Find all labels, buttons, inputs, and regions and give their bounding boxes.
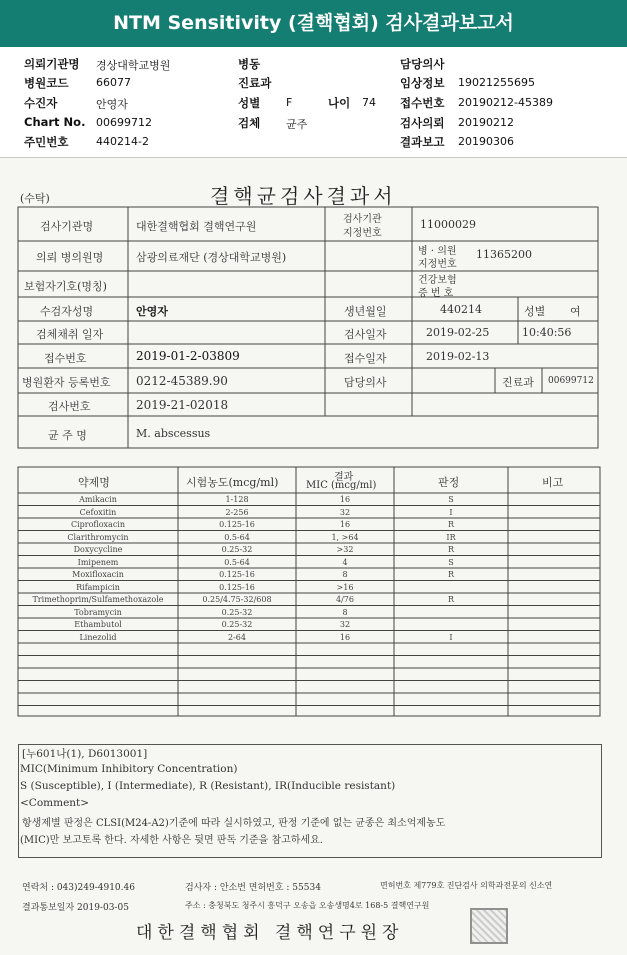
clinical-label: 임상정보	[400, 76, 445, 90]
test-range: 0.25-32	[221, 545, 253, 554]
interpretation: R	[447, 520, 455, 529]
request-value: 20190212	[458, 116, 514, 129]
gender-label: 성별	[524, 305, 546, 318]
col-result: 결과	[334, 472, 354, 483]
interpretation: R	[447, 570, 455, 579]
mic-value: 8	[342, 570, 348, 579]
report-label: 결과보고	[400, 135, 445, 149]
col-remarks: 비고	[542, 476, 564, 489]
strain-label: 균 주 명	[48, 429, 87, 442]
test-range: 0.125-16	[219, 582, 255, 592]
interpretation: I	[449, 507, 453, 517]
consignment-tag: (수탁)	[20, 192, 50, 205]
sex-label: 성별	[238, 96, 261, 110]
drug-name: Moxifloxacin	[72, 570, 124, 579]
req-org-value: 삼광의료재단 (경상대학교병원)	[136, 251, 287, 264]
lab-no-label-1: 검사기관	[343, 214, 382, 225]
mic-value: 32	[339, 507, 351, 517]
name-label: 수검자성명	[40, 305, 94, 318]
exam-no-label: 검사번호	[48, 400, 91, 413]
doctor-label: 담당의사	[400, 57, 445, 71]
note-comment-label: <Comment>	[20, 797, 90, 809]
test-range: 1-128	[225, 495, 249, 504]
test-time-value: 10:40:56	[522, 326, 572, 339]
hospital-label: 의뢰기관명	[24, 57, 80, 71]
col-drug: 약제명	[78, 476, 110, 489]
report-value: 20190306	[458, 135, 514, 148]
lab-org-label: 검사기관명	[40, 220, 94, 233]
insurance-label: 보험자기호(명칭)	[24, 280, 107, 293]
note-comment-1: 항생제별 판정은 CLSI(M24-A2)기준에 따라 실시하였고, 판정 기준에 없는 균종은 최소억제농도	[22, 818, 446, 829]
mic-value: 8	[342, 607, 348, 617]
ins-card-label-1: 건강보험	[418, 275, 457, 286]
chart-label: Chart No.	[24, 115, 86, 129]
chart-value: 00699712	[96, 116, 152, 129]
susceptibility-grid	[0, 158, 627, 728]
hospital-value: 경상대학교병원	[96, 59, 171, 72]
drug-name: Linezolid	[79, 632, 117, 642]
test-range: 2-64	[228, 632, 246, 642]
test-range: 0.25-32	[221, 607, 253, 617]
rrn-label: 주민번호	[24, 135, 69, 149]
interpretation: S	[448, 557, 454, 567]
test-range: 0.125-16	[219, 570, 255, 579]
req-no-value: 11365200	[476, 248, 532, 261]
mic-value: 4	[342, 557, 348, 567]
reg-value: 0212-45389.90	[136, 374, 228, 388]
test-range: 0.5-64	[224, 532, 250, 542]
test-date-value: 2019-02-25	[426, 326, 490, 339]
receipt-label: 접수번호	[400, 96, 445, 110]
drug-name: Trimethoprim/Sulfamethoxazole	[32, 595, 164, 604]
doctor-label-paper: 담당의사	[344, 376, 387, 389]
footer-report-date: 결과통보일자 2019-03-05	[22, 903, 129, 913]
name-value: 안영자	[136, 305, 168, 318]
interpretation: R	[447, 545, 455, 554]
mic-value: 16	[339, 632, 351, 642]
col-concentration: 시험농도(mcg/ml)	[186, 476, 279, 489]
receipt-date-label: 접수일자	[344, 352, 387, 365]
interpretation: I	[449, 632, 453, 642]
interpretation: R	[447, 595, 455, 604]
footer-contact: 연락처 : 043)249-4910.46	[22, 883, 135, 893]
lab-org-value: 대한결핵협회 결핵연구원	[136, 220, 257, 233]
footer-address: 주소 : 충청북도 청주시 흥덕구 오송읍 오송생명4로 168-5 결핵연구원	[185, 901, 430, 910]
test-range: 0.125-16	[219, 520, 255, 529]
ins-card-label-2: 증 번 호	[418, 288, 454, 299]
receipt-no-label: 접수번호	[44, 352, 87, 365]
gender-value: 여	[570, 305, 581, 318]
note-code: [누601나(1), D6013001]	[22, 748, 148, 760]
code-value: 66077	[96, 76, 131, 89]
report-banner: NTM Sensitivity (결핵협회) 검사결과보고서	[0, 0, 627, 47]
dept-label: 진료과	[238, 76, 272, 90]
mic-value: >32	[336, 545, 354, 554]
test-range: 0.5-64	[224, 557, 250, 567]
test-range: 0.25-32	[221, 620, 253, 629]
document-title: 결핵균검사결과서	[210, 184, 397, 208]
drug-name: Clarithromycin	[67, 532, 129, 542]
age-label: 나이	[328, 96, 351, 110]
mic-value: >16	[336, 582, 354, 592]
mic-value: 1, >64	[331, 532, 359, 542]
col-interpretation: 판정	[438, 476, 460, 489]
drug-name: Amikacin	[79, 495, 117, 504]
req-no-label-2: 지정번호	[418, 259, 457, 270]
footer-org: 대한결핵협회 결핵연구원장	[136, 923, 404, 943]
mic-value: 32	[339, 620, 351, 629]
age-value: 74	[362, 96, 376, 109]
test-date-label: 검사일자	[344, 328, 387, 341]
ward-label: 병동	[238, 57, 261, 71]
collect-label: 검체채취 일자	[36, 328, 104, 341]
report-header	[0, 54, 627, 154]
receipt-value: 20190212-45389	[458, 96, 553, 109]
note-comment-2: (MIC)만 보고토록 한다. 자세한 사항은 뒷면 판독 기준을 참고하세요.	[20, 835, 323, 846]
dept-label-paper: 진료과	[502, 376, 534, 389]
drug-name: Ciprofloxacin	[70, 520, 126, 529]
req-org-label: 의뢰 병의원명	[36, 251, 104, 264]
receipt-date-value: 2019-02-13	[426, 350, 490, 363]
scanned-report	[0, 158, 627, 955]
strain-value: M. abscessus	[136, 427, 211, 440]
specimen-value: 균주	[286, 118, 308, 131]
mic-value: 4/76	[336, 595, 354, 604]
interpretation: IR	[446, 532, 456, 542]
code-label: 병원코드	[24, 76, 69, 90]
patient-label: 수진자	[24, 96, 58, 110]
drug-name: Imipenem	[77, 557, 119, 567]
note-sir: S (Susceptible), I (Intermediate), R (Resistant), IR(Inducible resistant)	[20, 780, 396, 792]
note-mic: MIC(Minimum Inhibitory Concentration)	[20, 763, 238, 775]
clinical-value: 19021255695	[458, 76, 535, 89]
drug-name: Ethambutol	[74, 620, 122, 629]
dept-value-paper: 00699712	[548, 376, 594, 386]
patient-value: 안영자	[96, 98, 128, 111]
interpretation: S	[448, 495, 454, 504]
receipt-no-value: 2019-01-2-03809	[136, 349, 240, 363]
test-range: 0.25/4.75-32/608	[202, 595, 272, 604]
mic-value: 16	[339, 520, 351, 529]
drug-name: Rifampicin	[76, 582, 120, 592]
exam-no-value: 2019-21-02018	[136, 398, 229, 412]
drug-name: Tobramycin	[74, 607, 122, 617]
mic-value: 16	[339, 495, 351, 504]
request-label: 검사의뢰	[400, 116, 445, 130]
lab-no-label-2: 지정번호	[343, 228, 382, 239]
test-range: 2-256	[225, 507, 249, 517]
footer-license: 면허번호 제779호 진단검사 의학과전문의 신소연	[380, 881, 553, 890]
reg-label: 병원환자 등록번호	[22, 376, 111, 389]
lab-no-value: 11000029	[420, 218, 476, 231]
rrn-value: 440214-2	[96, 135, 149, 148]
drug-name: Doxycycline	[73, 545, 123, 554]
req-no-label-1: 병 · 의원	[418, 246, 457, 257]
birth-value: 440214	[440, 303, 482, 316]
drug-name: Cefoxitin	[79, 507, 117, 517]
specimen-label: 검체	[238, 116, 261, 130]
footer-tester: 검사자 : 안소번 면허번호 : 55534	[185, 883, 321, 893]
col-mic: MIC (mcg/ml)	[306, 480, 377, 491]
sex-value: F	[286, 96, 293, 109]
birth-label: 생년월일	[344, 305, 387, 318]
official-seal	[470, 908, 508, 944]
